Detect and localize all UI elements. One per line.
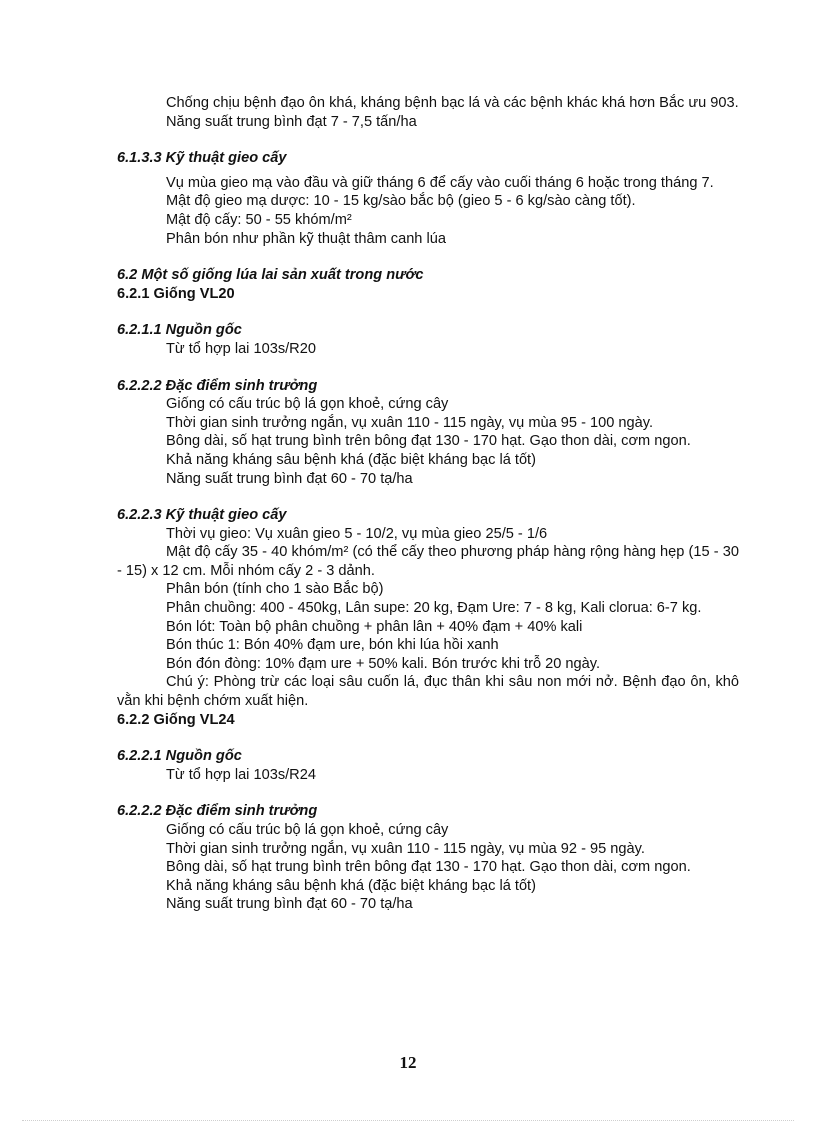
paragraph: Bông dài, số hạt trung bình trên bông đạt 130 - 170 hạt. Gạo thon dài, cơm ngon. — [166, 433, 691, 450]
paragraph: Chú ý: Phòng trừ các loại sâu cuốn lá, đục thân khi sâu non mới nở. Bệnh đạo ôn, khô vằn khi bệnh chớm xuất hiện. — [117, 674, 739, 710]
paragraph: Phân chuồng: 400 - 450kg, Lân supe: 20 kg, Đạm Ure: 7 - 8 kg, Kali clorua: 6-7 kg. — [166, 600, 702, 617]
paragraph: Bông dài, số hạt trung bình trên bông đạt 130 - 170 hạt. Gạo thon dài, cơm ngon. — [166, 859, 691, 876]
paragraph: Bón thúc 1: Bón 40% đạm ure, bón khi lúa hồi xanh — [166, 637, 499, 654]
section-heading-6-2-2-1: 6.2.2.1 Nguồn gốc — [117, 748, 242, 765]
page-bottom-divider — [22, 1120, 794, 1121]
section-heading-6-2-1-1: 6.2.1.1 Nguồn gốc — [117, 322, 242, 339]
paragraph: Thời vụ gieo: Vụ xuân gieo 5 - 10/2, vụ mùa gieo 25/5 - 1/6 — [166, 525, 548, 542]
paragraph: Giống có cấu trúc bộ lá gọn khoẻ, cứng cây — [166, 822, 449, 838]
paragraph: Bón đón đòng: 10% đạm ure + 50% kali. Bón trước khi trỗ 20 ngày. — [166, 655, 601, 672]
paragraph: Từ tổ hợp lai 103s/R24 — [166, 766, 316, 783]
paragraph: Khả năng kháng sâu bệnh khá (đặc biệt kháng bạc lá tốt) — [166, 451, 536, 468]
paragraph: Mật độ cấy 35 - 40 khóm/m² (có thể cấy theo phương pháp hàng rộng hàng hẹp (15 - 30 - 15) x 12 cm. Mỗi nhóm cấy 2 - 3 dảnh. — [117, 544, 739, 579]
paragraph: Khả năng kháng sâu bệnh khá (đặc biệt kháng bạc lá tốt) — [166, 877, 536, 894]
paragraph: Từ tổ hợp lai 103s/R20 — [166, 340, 316, 357]
section-heading-6-1-3-3: 6.1.3.3 Kỹ thuật gieo cấy — [117, 150, 287, 167]
page-content — [117, 94, 739, 914]
paragraph: Vụ mùa gieo mạ vào đầu và giữ tháng 6 để cấy vào cuối tháng 6 hoặc trong tháng 7. — [166, 174, 714, 191]
section-heading-6-2-2-3: 6.2.2.3 Kỹ thuật gieo cấy — [117, 507, 287, 524]
paragraph: Phân bón (tính cho 1 sào Bắc bộ) — [166, 581, 384, 598]
paragraph: Thời gian sinh trưởng ngắn, vụ xuân 110 - 115 ngày, vụ mùa 92 - 95 ngày. — [166, 840, 645, 857]
paragraph: Mật độ gieo mạ dược: 10 - 15 kg/sào bắc bộ (gieo 5 - 6 kg/sào càng tốt). — [166, 193, 636, 210]
paragraph: Bón lót: Toàn bộ phân chuồng + phân lân + 40% đạm + 40% kali — [166, 618, 583, 635]
section-heading-6-2-1: 6.2.1 Giống VL20 — [117, 285, 235, 302]
paragraph: Thời gian sinh trưởng ngắn, vụ xuân 110 - 115 ngày, vụ mùa 95 - 100 ngày. — [166, 414, 654, 431]
section-heading-6-2: 6.2 Một số giống lúa lai sản xuất trong nước — [117, 267, 424, 284]
paragraph: Chống chịu bệnh đạo ôn khá, kháng bệnh bạc lá và các bệnh khác khá hơn Bắc ưu 903. — [166, 95, 739, 111]
paragraph: Năng suất trung bình đạt 60 - 70 tạ/ha — [166, 896, 413, 913]
paragraph: Mật độ cấy: 50 - 55 khóm/m² — [166, 211, 352, 228]
paragraph: Năng suất trung bình đạt 60 - 70 tạ/ha — [166, 470, 413, 487]
section-heading-6-2-2-2: 6.2.2.2 Đặc điểm sinh trưởng — [117, 377, 318, 394]
section-heading-6-2-2: 6.2.2 Giống VL24 — [117, 711, 235, 728]
paragraph: Phân bón như phần kỹ thuật thâm canh lúa — [166, 230, 446, 247]
paragraph: Năng suất trung bình đạt 7 - 7,5 tấn/ha — [166, 113, 417, 130]
page-number: 12 — [399, 1053, 417, 1072]
section-heading-6-2-2-2-b: 6.2.2.2 Đặc điểm sinh trưởng — [117, 803, 318, 820]
paragraph: Giống có cấu trúc bộ lá gọn khoẻ, cứng cây — [166, 396, 449, 413]
